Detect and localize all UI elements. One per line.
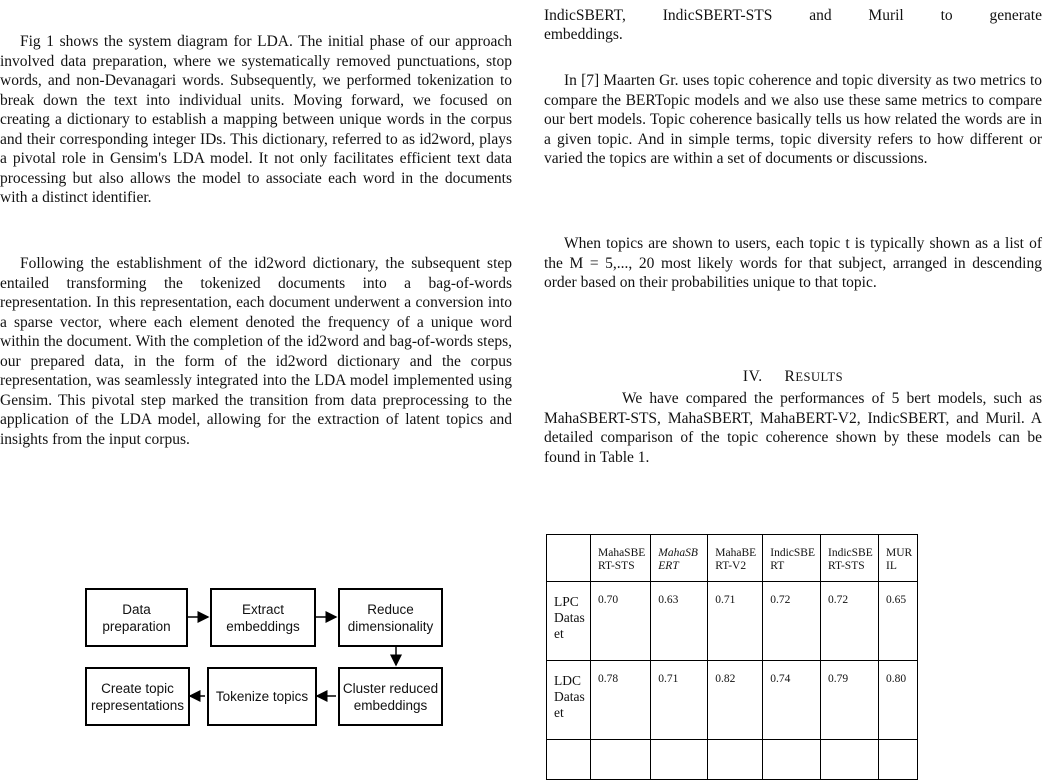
- table-cell: 0.82: [708, 661, 763, 740]
- row-label: LDC Datas et: [547, 661, 591, 740]
- lda-paragraph-1: Fig 1 shows the system diagram for LDA. The initial phase of our approach involved data preparation, where we systematically removed punctuations, stop words, and non-Devanagari words. Subsequently, we performed tokenization to break down the text into individual units. Moving forward, we focused on creating a dictionary to establish a mapping between unique words in the corpus and their corresponding integer IDs. This dictionary, referred to as id2word, plays a pivotal role in Gensim's LDA model. It not only facilitates efficient text data processing but also allows the model to associate each word in the documents with a distinct identifier.: [0, 33, 512, 206]
- box-reduce-dimensionality: Reduce dimensionality: [338, 588, 443, 647]
- table-cell: 0.65: [879, 582, 918, 661]
- table-cell: 0.72: [821, 582, 879, 661]
- system-diagram: [80, 583, 440, 752]
- results-paragraph: We have compared the performances of 5 bert models, such as MahaSBERT-STS, MahaSBERT, MahaBERT-V2, IndicSBERT, and Muril. A detailed comparison of the topic coherence shown by these models can be found in Table 1.: [544, 390, 1042, 466]
- table-cell: 0.78: [591, 661, 651, 740]
- table-row: [547, 740, 918, 780]
- table-cell: 0.79: [821, 661, 879, 740]
- table-row: [547, 661, 918, 740]
- table-header-cell: MahaSBE RT-STS: [591, 535, 651, 582]
- lda-paragraph-2: Following the establishment of the id2word dictionary, the subsequent step entailed transforming the tokenized documents into a bag-of-words representation. In this representation, each document underwent a conversion into a sparse vector, where each element denoted the frequency of a unique word within the document. With the completion of the id2word and bag-of-words steps, our prepared data, in the form of the id2word dictionary and the corpus representation, was seamlessly integrated into the LDA model implemented using Gensim. This pivotal step marked the transition from data preprocessing to the application of the LDA model, allowing for the extraction of latent topics and insights from the input corpus.: [0, 255, 512, 448]
- table-cell: 0.70: [591, 582, 651, 661]
- box-tokenize-topics: Tokenize topics: [207, 667, 317, 726]
- table-cell: 0.71: [651, 661, 708, 740]
- row-label: LPC Datas et: [547, 582, 591, 661]
- box-create-topic-representations: Create topic representations: [85, 667, 190, 726]
- table-cell: [821, 740, 879, 780]
- section-title-rest: ESULTS: [795, 370, 844, 384]
- section-number: IV.: [742, 368, 763, 385]
- table-header-cell: IndicSBE RT: [763, 535, 821, 582]
- right-top-line-2: embeddings.: [544, 26, 623, 43]
- table-cell: 0.74: [763, 661, 821, 740]
- right-top-line-1: IndicSBERT, IndicSBERT-STS and Muril to generate: [544, 7, 1042, 24]
- table-header-cell: MUR IL: [879, 535, 918, 582]
- box-cluster-reduced-embeddings: Cluster reduced embeddings: [338, 667, 443, 726]
- table-cell: 0.71: [708, 582, 763, 661]
- box-extract-embeddings: Extract embeddings: [210, 588, 316, 647]
- table-header-cell: [547, 535, 591, 582]
- table-cell: 0.63: [651, 582, 708, 661]
- section-heading-results: [544, 367, 1042, 388]
- table-cell: [591, 740, 651, 780]
- section-title-initial: R: [784, 368, 796, 385]
- table-header-cell: MahaSB ERT: [651, 535, 708, 582]
- table-cell: [651, 740, 708, 780]
- results-table: [546, 534, 918, 780]
- table-cell: 0.80: [879, 661, 918, 740]
- table-cell: [879, 740, 918, 780]
- table-header-row: [547, 535, 918, 582]
- table-header-cell: MahaBE RT-V2: [708, 535, 763, 582]
- metrics-paragraph: In [7] Maarten Gr. uses topic coherence and topic diversity as two metrics to compare the BERTopic models and we also use these same metrics to compare our bert models. Topic coherence basically tells us how related the words are in a given topic. And in simple terms, topic diversity refers to how different or varied the topics are within a set of documents or discussions.: [544, 72, 1042, 167]
- row-label: [547, 740, 591, 780]
- box-data-preparation: Data preparation: [85, 588, 188, 647]
- topics-paragraph: When topics are shown to users, each topic t is typically shown as a list of the M = 5,..., 20 most likely words for that subject, arranged in descending order based on their probabilities unique to that topic.: [544, 235, 1042, 291]
- table-row: [547, 582, 918, 661]
- table-cell: 0.72: [763, 582, 821, 661]
- table-header-cell: IndicSBE RT-STS: [821, 535, 879, 582]
- table-cell: [763, 740, 821, 780]
- table-cell: [708, 740, 763, 780]
